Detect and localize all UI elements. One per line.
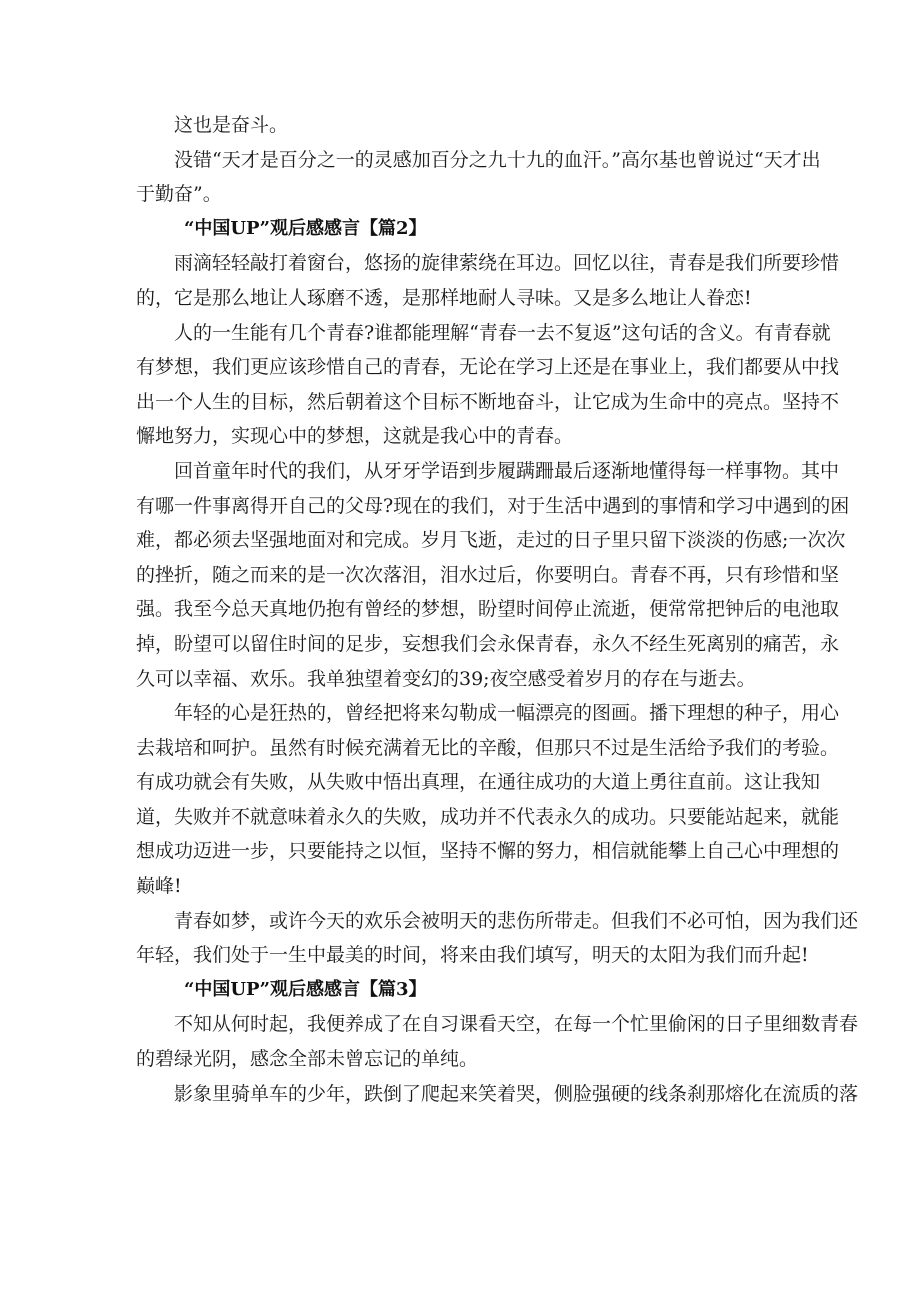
paragraph-line: 人的一生能有几个青春?谁都能理解“青春一去不复返”这句话的含义。有青春就 [174, 321, 831, 344]
paragraph-line: 有梦想，我们更应该珍惜自己的青春，无论在学习上还是在事业上，我们都要从中找 [136, 356, 840, 379]
paragraph-line: 久可以幸福、欢乐。我单独望着变幻的39;夜空感受着岁月的存在与逝去。 [136, 667, 756, 690]
document-body [136, 108, 859, 1111]
section-heading: “中国UP”观后感感言【篇2】 [184, 217, 427, 239]
paragraph-line: 的挫折，随之而来的是一次次落泪，泪水过后，你要明白。青春不再，只有珍惜和坚 [136, 563, 840, 586]
paragraph-line: 不知从何时起，我便养成了在自习课看天空，在每一个忙里偷闲的日子里细数青春 [174, 1013, 859, 1036]
paragraph-line: 的碧绿光阴，感念全部未曾忘记的单纯。 [136, 1048, 479, 1071]
paragraph-line: 这也是奋斗。 [174, 114, 289, 136]
paragraph-line: 巅峰! [136, 875, 182, 898]
paragraph [136, 454, 850, 696]
paragraph-line: 的，它是那么地让人琢磨不透，是那样地耐人寻味。又是多么地让人眷恋! [136, 286, 752, 309]
paragraph-line: 去栽培和呵护。虽然有时候充满着无比的辛酸，但那只不过是生活给予我们的考验。 [136, 736, 840, 759]
paragraph [136, 904, 859, 973]
paragraph-line: 有哪一件事离得开自己的父母?现在的我们，对于生活中遇到的事情和学习中遇到的困 [136, 494, 850, 517]
paragraph-line: 懈地努力，实现心中的梦想，这就是我心中的青春。 [136, 425, 574, 448]
paragraph-line: 强。我至今总天真地仍抱有曾经的梦想，盼望时间停止流逝，便常常把钟后的电池取 [136, 598, 840, 621]
paragraph-line: 回首童年时代的我们，从牙牙学语到步履蹒跚最后逐渐地懂得每一样事物。其中 [174, 459, 840, 482]
paragraph-line: 于勤奋”。 [136, 183, 222, 206]
paragraph [136, 143, 821, 212]
paragraph-line: 难，都必须去坚强地面对和完成。岁月飞逝，走过的日子里只留下淡淡的伤感;一次次 [136, 529, 846, 552]
paragraph [136, 1007, 859, 1076]
paragraph [136, 316, 840, 454]
paragraph [136, 246, 840, 315]
paragraph-line: 青春如梦，或许今天的欢乐会被明天的悲伤所带走。但我们不必可怕，因为我们还 [174, 909, 859, 932]
paragraph-line: 雨滴轻轻敲打着窗台，悠扬的旋律萦绕在耳边。回忆以往，青春是我们所要珍惜 [174, 252, 840, 275]
paragraph [136, 696, 840, 904]
section-heading: “中国UP”观后感感言【篇3】 [184, 978, 427, 1000]
paragraph-line: 没错“天才是百分之一的灵感加百分之九十九的血汗。”高尔基也曾说过“天才出 [174, 148, 821, 171]
paragraph-line: 想成功迈进一步，只要能持之以恒，坚持不懈的努力，相信就能攀上自己心中理想的 [136, 840, 840, 863]
paragraph-line: 年轻，我们处于一生中最美的时间，将来由我们填写，明天的太阳为我们而升起! [136, 944, 809, 967]
paragraph-line: 年轻的心是狂热的，曾经把将来勾勒成一幅漂亮的图画。播下理想的种子，用心 [174, 702, 840, 725]
paragraph-line: 出一个人生的目标，然后朝着这个目标不断地奋斗，让它成为生命中的亮点。坚持不 [136, 390, 840, 413]
paragraph [136, 108, 784, 143]
paragraph [136, 1077, 859, 1112]
paragraph-line: 有成功就会有失败，从失败中悟出真理，在通往成功的大道上勇往直前。这让我知 [136, 771, 821, 794]
paragraph-line: 道，失败并不就意味着永久的失败，成功并不代表永久的成功。只要能站起来，就能 [136, 805, 840, 828]
paragraph-line: 掉，盼望可以留住时间的足步，妄想我们会永保青春，永久不经生死离别的痛苦，永 [136, 632, 840, 655]
paragraph-line: 影象里骑单车的少年，跌倒了爬起来笑着哭，侧脸强硬的线条刹那熔化在流质的落 [174, 1082, 859, 1105]
